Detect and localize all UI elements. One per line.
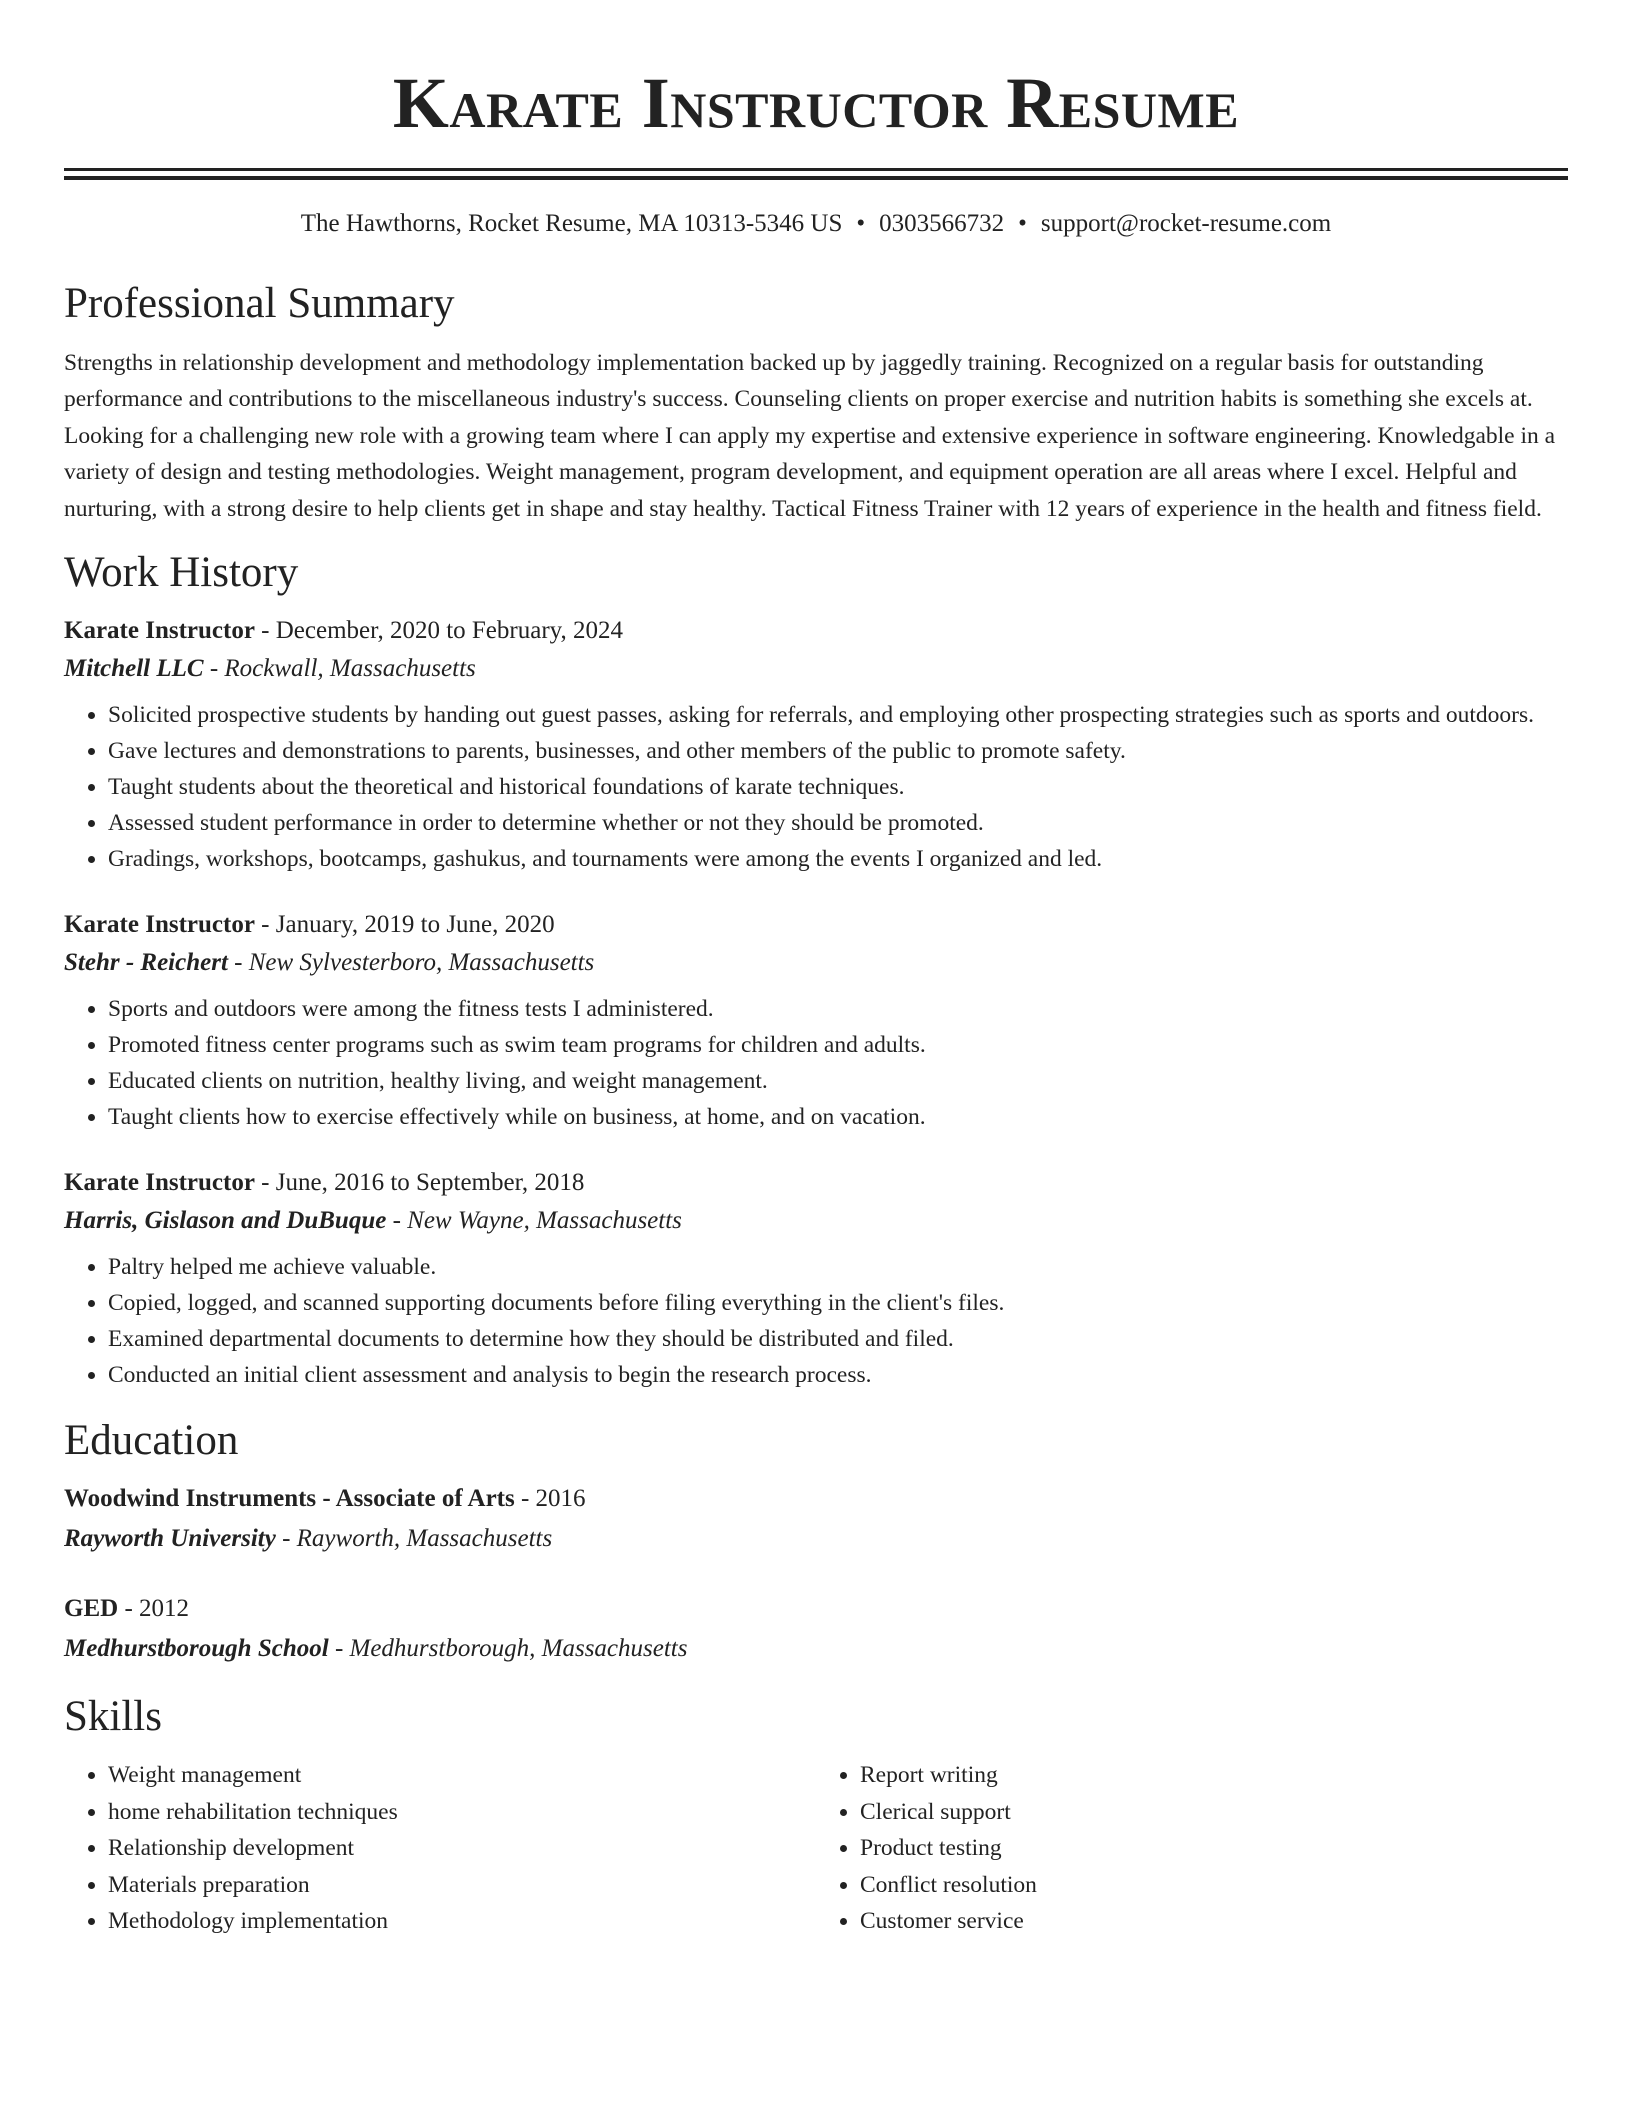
contact-separator: • xyxy=(856,210,866,237)
resume-title: Karate Instructor Resume xyxy=(392,63,1240,143)
job-entry xyxy=(64,1165,1568,1393)
job-dates: - January, 2019 to June, 2020 xyxy=(254,911,555,939)
job-location: - New Sylvesterboro, Massachusetts xyxy=(227,949,595,977)
list-item: • Taught clients how to exercise effectively while on business, at home, and on vacation. xyxy=(108,1099,1568,1135)
list-item: • Taught students about the theoretical and historical foundations of karate techniques. xyxy=(108,769,1568,805)
summary-heading: Professional Summary xyxy=(64,280,455,327)
job-company: Stehr - Reichert xyxy=(64,949,228,977)
job-company-line xyxy=(64,649,1568,689)
education-year: - 2016 xyxy=(514,1485,586,1513)
skill-item: • Clerical support xyxy=(860,1794,1568,1831)
job-location: - New Wayne, Massachusetts xyxy=(386,1207,682,1235)
list-item: • Copied, logged, and scanned supporting documents before filing everything in the client's files. xyxy=(108,1285,1568,1321)
list-item: • Paltry helped me achieve valuable. xyxy=(108,1249,1568,1285)
skill-item: • Relationship development xyxy=(108,1830,816,1867)
education-degree-line xyxy=(64,1479,1568,1519)
title-rule-bottom xyxy=(64,176,1568,180)
education-school: Rayworth University xyxy=(64,1525,276,1553)
title-rule-top xyxy=(64,168,1568,171)
resume-page xyxy=(64,0,1568,1940)
education-school-line xyxy=(64,1629,1568,1669)
skill-item: • Product testing xyxy=(860,1830,1568,1867)
list-item: • Gradings, workshops, bootcamps, gashukus, and tournaments were among the events I organized and led. xyxy=(108,841,1568,877)
job-title-line xyxy=(64,1165,1568,1201)
job-location: - Rockwall, Massachusetts xyxy=(203,655,476,683)
skill-item: • Report writing xyxy=(860,1757,1568,1794)
list-item: • Gave lectures and demonstrations to parents, businesses, and other members of the public to promote safety. xyxy=(108,733,1568,769)
job-dates: - June, 2016 to September, 2018 xyxy=(254,1169,585,1197)
job-company: Harris, Gislason and DuBuque xyxy=(64,1207,387,1235)
list-item: • Examined departmental documents to determine how they should be distributed and filed. xyxy=(108,1321,1568,1357)
contact-separator: • xyxy=(1018,210,1027,237)
job-title: Karate Instructor xyxy=(64,1169,255,1197)
job-company-line xyxy=(64,1201,1568,1241)
list-item: • Sports and outdoors were among the fitness tests I administered. xyxy=(108,991,1568,1027)
skill-item: • Conflict resolution xyxy=(860,1867,1568,1904)
contact-line xyxy=(64,208,1568,240)
contact-address: The Hawthorns, Rocket Resume, MA 10313-5346 US xyxy=(300,210,843,237)
list-item: • Solicited prospective students by handing out guest passes, asking for referrals, and employing other prospecting strategies such as sports and outdoors. xyxy=(108,697,1568,733)
education-entry xyxy=(64,1479,1568,1559)
contact-email: support@rocket-resume.com xyxy=(1040,210,1332,237)
job-title-line xyxy=(64,613,1568,649)
job-bullets xyxy=(64,697,1568,877)
list-item: • Educated clients on nutrition, healthy living, and weight management. xyxy=(108,1063,1568,1099)
education-school-line xyxy=(64,1519,1568,1559)
education-entry xyxy=(64,1589,1568,1669)
job-dates: - December, 2020 to February, 2024 xyxy=(254,617,624,645)
skills-column-left xyxy=(64,1757,816,1940)
job-company-line xyxy=(64,943,1568,983)
skill-item: • Weight management xyxy=(108,1757,816,1794)
job-entry xyxy=(64,613,1568,877)
education-school: Medhurstborough School xyxy=(64,1635,329,1663)
skills-list xyxy=(64,1757,1568,1940)
skill-item: • Methodology implementation xyxy=(108,1903,816,1940)
job-entry xyxy=(64,907,1568,1135)
education-degree: GED xyxy=(64,1595,119,1623)
education-location: - Medhurstborough, Massachusetts xyxy=(328,1635,688,1663)
job-title: Karate Instructor xyxy=(64,617,255,645)
skills-heading: Skills xyxy=(64,1693,162,1741)
job-bullets xyxy=(64,1249,1568,1393)
skill-item: • Materials preparation xyxy=(108,1867,816,1904)
job-title: Karate Instructor xyxy=(64,911,255,939)
education-heading: Education xyxy=(64,1417,239,1465)
skill-item: • Customer service xyxy=(860,1903,1568,1940)
job-bullets xyxy=(64,991,1568,1135)
education-year: - 2012 xyxy=(118,1595,190,1623)
education-degree: Woodwind Instruments - Associate of Arts xyxy=(64,1485,515,1513)
summary-text: Strengths in relationship development and methodology implementation backed up by jaggedly training. Recognized on a regular basis for outstanding performance and contributions to the miscellaneous industry's success. Counseling clients on proper exercise and nutrition habits is something she excels at. Looking for a challenging new role with a growing team where I can apply my expertise and extensive experience in software engineering. Knowledgable in a variety of design and testing methodologies. Weight management, program development, and equipment operation are all areas where I excel. Helpful and nurturing, with a strong desire to help clients get in shape and stay healthy. Tactical Fitness Trainer with 12 years of experience in the health and fitness field. xyxy=(64,350,1556,522)
list-item: • Promoted fitness center programs such as swim team programs for children and adults. xyxy=(108,1027,1568,1063)
list-item: • Assessed student performance in order to determine whether or not they should be promoted. xyxy=(108,805,1568,841)
skill-item: • home rehabilitation techniques xyxy=(108,1794,816,1831)
contact-phone: 0303566732 xyxy=(879,210,1005,237)
work-history-heading: Work History xyxy=(64,549,299,597)
education-location: - Rayworth, Massachusetts xyxy=(275,1525,553,1553)
job-company: Mitchell LLC xyxy=(64,655,204,683)
education-degree-line xyxy=(64,1589,1568,1629)
list-item: • Conducted an initial client assessment and analysis to begin the research process. xyxy=(108,1357,1568,1393)
job-title-line xyxy=(64,907,1568,943)
skills-column-right xyxy=(816,1757,1568,1940)
